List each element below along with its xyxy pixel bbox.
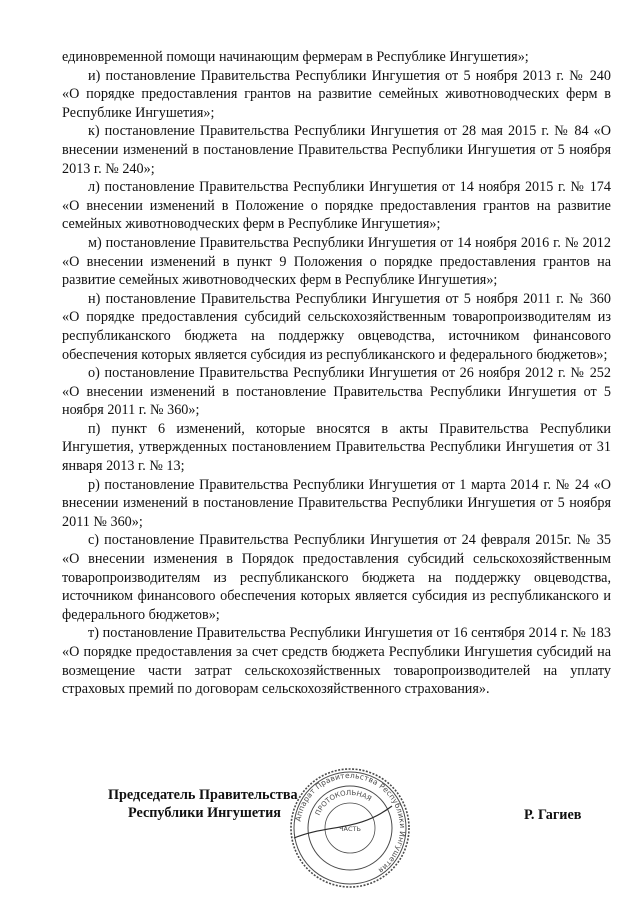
paragraph-item-m: м) постановление Правительства Республики Ингушетия от 14 ноября 2016 г. № 2012 «О внесении изменений в пункт 9 Положения о порядке предоставления грантов на развитие семейных животноводческих ферм в Республике Ингушетия»; xyxy=(62,234,611,289)
paragraph-item-p: п) пункт 6 изменений, которые вносятся в акты Правительства Республики Ингушетия, утвержденных постановлением Правительства Республики Ингушетия от 31 января 2013 г. № 13; xyxy=(62,420,611,475)
paragraph-item-i: и) постановление Правительства Республики Ингушетия от 5 ноября 2013 г. № 240 «О порядке предоставления грантов на развитие семейных животноводческих ферм в Республике Ингушетия»; xyxy=(62,67,611,121)
paragraph-item-l: л) постановление Правительства Республики Ингушетия от 14 ноября 2015 г. № 174 «О внесении изменений в Положение о порядке предоставления грантов на развитие семейных животноводческих ферм в Республике Ингушетия»; xyxy=(62,179,611,233)
paragraph-continuation: единовременной помощи начинающим фермерам в Республике Ингушетия»; xyxy=(62,49,529,65)
paragraph-item-r: р) постановление Правительства Республики Ингушетия от 1 марта 2014 г. № 24 «О внесении изменений в постановление Правительства Республики Ингушетия от 5 ноября 2011 № 360»; xyxy=(62,476,611,530)
stamp-outer-text: Аппарат Правительства Республики Ингушетия xyxy=(293,770,408,876)
paragraph-item-t: т) постановление Правительства Республики Ингушетия от 16 сентября 2014 г. № 183 «О порядке предоставления за счет средств бюджета Республики Ингушетия субсидий на возмещение части затрат сельскохозяйственных товаропроизводителей на уплату страховых премий по договорам сельскохозяйственного страхования». xyxy=(62,625,611,698)
svg-text:ПРОТОКОЛЬНАЯ xyxy=(314,789,373,817)
signature-title-line1: Председатель Правительства xyxy=(108,787,298,803)
paragraph-item-n: н) постановление Правительства Республики Ингушетия от 5 ноября 2011 г. № 360 «О порядке предоставления субсидий сельскохозяйственным товаропроизводителям из республиканского бюджета на поддержку овцеводства, источником финансового обеспечения которых является субсидия из республиканского и федерального бюджетов»; xyxy=(62,290,611,363)
stamp-inner-text: ПРОТОКОЛЬНАЯ xyxy=(313,788,373,817)
paragraph-item-s: с) постановление Правительства Республики Ингушетия от 24 февраля 2015г. № 35 «О внесении изменения в Порядок предоставления субсидий сельскохозяйственным товаропроизводителям из республиканского бюджета на поддержку овцеводства, источником финансового обеспечения которых является субсидия из республиканского и федерального бюджетов»; xyxy=(62,532,611,623)
official-stamp xyxy=(288,766,412,890)
document-body xyxy=(62,48,611,699)
signature-title-line2: Республики Ингушетия xyxy=(128,805,281,821)
stamp-center-text: ЧАСТЬ xyxy=(339,825,361,833)
paragraph-item-k: к) постановление Правительства Республики Ингушетия от 28 мая 2015 г. № 84 «О внесении изменений в постановление Правительства Республики Ингушетия от 5 ноября 2013 г. № 240»; xyxy=(62,123,611,177)
svg-text:Аппарат Правительства Республи xyxy=(293,771,407,875)
paragraph-item-o: о) постановление Правительства Республики Ингушетия от 26 ноября 2012 г. № 252 «О внесении изменений в постановление Правительства Республики Ингушетия от 5 ноября 2011 г. № 360»; xyxy=(62,365,611,419)
signature-name: Р. Гагиев xyxy=(524,807,582,823)
